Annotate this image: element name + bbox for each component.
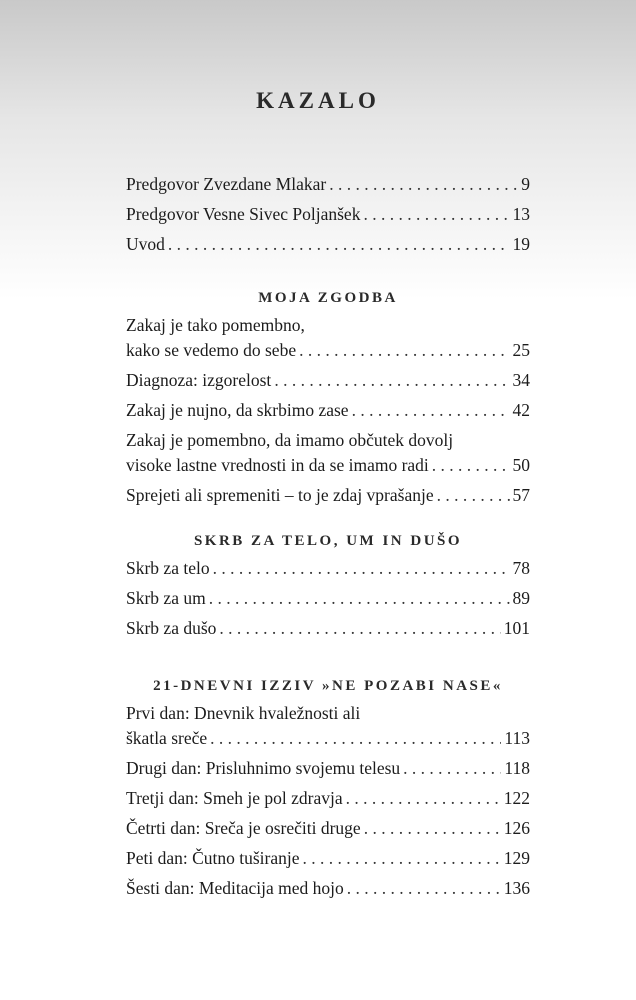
toc-entry <box>126 756 530 781</box>
entry-page: 34 <box>512 370 530 390</box>
dot-leader <box>437 483 510 508</box>
dot-leader <box>303 846 501 871</box>
toc-intro <box>126 172 530 257</box>
toc-entry <box>126 202 530 227</box>
entry-page: 126 <box>503 818 530 838</box>
entry-page: 101 <box>503 618 530 638</box>
entry-title-line1: Zakaj je pomembno, da imamo občutek dovolj <box>126 430 454 450</box>
dot-leader <box>363 202 509 227</box>
entry-title: Tretji dan: Smeh je pol zdravja <box>126 788 343 808</box>
entry-title: Uvod <box>126 234 165 254</box>
entry-title: Sprejeti ali spremeniti – to je zdaj vprašanje <box>126 485 434 505</box>
toc-entry <box>126 701 530 751</box>
toc-entry <box>126 172 530 197</box>
entry-page: 78 <box>512 558 530 578</box>
dot-leader <box>210 726 501 751</box>
toc-entry <box>126 586 530 611</box>
dot-leader <box>299 338 509 363</box>
entry-title: visoke lastne vrednosti in da se imamo radi <box>126 455 429 475</box>
entry-title: Skrb za um <box>126 588 206 608</box>
toc-entry <box>126 876 530 901</box>
toc-entry <box>126 786 530 811</box>
dot-leader <box>347 876 501 901</box>
toc-entry <box>126 428 530 478</box>
entry-title: Četrti dan: Sreča je osrečiti druge <box>126 818 361 838</box>
entry-page: 129 <box>503 848 530 868</box>
toc-entry <box>126 556 530 581</box>
section-heading: MOJA ZGODBA <box>258 290 398 306</box>
entry-title: Predgovor Zvezdane Mlakar <box>126 174 327 194</box>
section-heading: 21-DNEVNI IZZIV »NE POZABI NASE« <box>153 678 503 694</box>
dot-leader <box>168 232 510 257</box>
entry-page: 19 <box>512 234 530 254</box>
entry-title: Drugi dan: Prisluhnimo svojemu telesu <box>126 758 401 778</box>
toc-section-izziv <box>126 673 530 901</box>
section-heading: SKRB ZA TELO, UM IN DUŠO <box>193 533 463 549</box>
dot-leader <box>364 816 501 841</box>
entry-title: Šesti dan: Meditacija med hojo <box>126 878 344 898</box>
toc-entry <box>126 483 530 508</box>
toc-entry <box>126 313 530 363</box>
toc-section-skrb <box>126 528 530 641</box>
entry-title: Skrb za dušo <box>126 618 217 638</box>
dot-leader <box>432 453 510 478</box>
entry-page: 113 <box>504 728 530 748</box>
toc-entry <box>126 816 530 841</box>
dot-leader <box>213 556 510 581</box>
entry-title: škatla sreče <box>126 728 208 748</box>
entry-page: 57 <box>512 485 530 505</box>
dot-leader <box>352 398 510 423</box>
page-title: KAZALO <box>256 88 380 113</box>
dot-leader <box>403 756 501 781</box>
entry-title: Skrb za telo <box>126 558 210 578</box>
entry-title: Peti dan: Čutno tuširanje <box>126 848 300 868</box>
dot-leader <box>274 368 509 393</box>
toc-entry <box>126 368 530 393</box>
entry-page: 50 <box>512 455 530 475</box>
entry-title: Diagnoza: izgorelost <box>126 370 272 390</box>
entry-page: 42 <box>512 400 530 420</box>
toc-entry <box>126 398 530 423</box>
dot-leader <box>219 616 500 641</box>
entry-page: 118 <box>504 758 530 778</box>
entry-page: 136 <box>503 878 530 898</box>
toc-entry <box>126 616 530 641</box>
entry-page: 122 <box>503 788 530 808</box>
dot-leader <box>329 172 518 197</box>
entry-title-line1: Zakaj je tako pomembno, <box>126 315 305 335</box>
entry-title: Predgovor Vesne Sivec Poljanšek <box>126 204 361 224</box>
entry-title: kako se vedemo do sebe <box>126 340 297 360</box>
dot-leader <box>346 786 501 811</box>
dot-leader <box>209 586 510 611</box>
entry-page: 89 <box>512 588 530 608</box>
entry-page: 25 <box>512 340 530 360</box>
toc-entry <box>126 846 530 871</box>
entry-title: Zakaj je nujno, da skrbimo zase <box>126 400 349 420</box>
entry-page: 13 <box>512 204 530 224</box>
toc-section-moja-zgodba <box>126 285 530 508</box>
entry-title-line1: Prvi dan: Dnevnik hvaležnosti ali <box>126 703 361 723</box>
toc-entry <box>126 232 530 257</box>
entry-page: 9 <box>521 174 530 194</box>
